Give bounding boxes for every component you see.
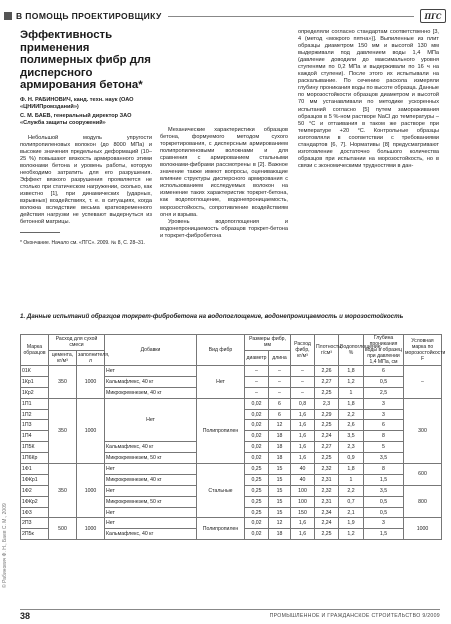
cell-additive: Нет bbox=[105, 464, 197, 475]
cell-mark: 2П5к bbox=[21, 529, 49, 540]
table-caption: 1. Данные испытаний образцов торкрет-фибробетона на водопоглощение, водонепроницаемость и морозостойкость bbox=[20, 313, 404, 320]
cell-length: 18 bbox=[269, 442, 291, 453]
cell-fiber: Нет bbox=[197, 366, 245, 399]
cell-fiber: Стальные bbox=[197, 464, 245, 518]
page-number: 38 bbox=[20, 611, 31, 621]
cell-fiber-cons: 40 bbox=[291, 474, 315, 485]
col-header-cement: цемента, кг/м³ bbox=[49, 350, 77, 366]
cell-absorption: 0,7 bbox=[339, 496, 364, 507]
cell-frost: 800 bbox=[404, 485, 442, 518]
cell-absorption: 1,2 bbox=[339, 376, 364, 387]
col-header-absorption: Водопоглощение, % bbox=[339, 335, 364, 366]
section-title: В ПОМОЩЬ ПРОЕКТИРОВЩИКУ bbox=[16, 11, 162, 21]
cell-absorption: 2,1 bbox=[339, 507, 364, 518]
cell-additive: Нет bbox=[105, 398, 197, 442]
cell-filler: 1000 bbox=[77, 518, 105, 540]
copyright-text: © Рабинович Ф. Н., Баев С. М., 2009 bbox=[2, 503, 8, 588]
cell-length: 15 bbox=[269, 485, 291, 496]
cell-diameter: 0,25 bbox=[245, 485, 269, 496]
cell-fiber-cons: 1,6 bbox=[291, 518, 315, 529]
cell-fiber-cons: 1,6 bbox=[291, 420, 315, 431]
cell-absorption: 0,9 bbox=[339, 453, 364, 464]
col-header-mark: Марка образцов bbox=[21, 335, 49, 366]
cell-additive: Кальмафлекс, 40 кг bbox=[105, 529, 197, 540]
cell-additive: Микрокремнезем, 40 кг bbox=[105, 474, 197, 485]
cell-density: 2,31 bbox=[315, 474, 339, 485]
cell-fiber-cons: 100 bbox=[291, 496, 315, 507]
author-1-name: Ф. Н. РАБИНОВИЧ, bbox=[20, 96, 73, 103]
cell-diameter: 0,02 bbox=[245, 409, 269, 420]
cell-depth: 1,5 bbox=[364, 474, 404, 485]
cell-diameter: 0,02 bbox=[245, 518, 269, 529]
cell-absorption: 1,8 bbox=[339, 366, 364, 377]
cell-depth: 6 bbox=[364, 420, 404, 431]
paragraph: Механические характеристики образцов бетона, формуемого методом сухого торкретирования, с дисперсным армированием полипропиленовыми волокнами и для сравнения с армированием стальными волокнами-фибрами рассмотрены в [2]. Важное значение также имеют вопросы, оценивающие влияние структуры дисперсного армирования с использованием исследуемых волокон на изменение таких характеристик торкрет-бетона, как водопоглощение, водонепроницаемость, морозостойкость, сопротивление воздействиям огня и взрыва. bbox=[160, 127, 288, 218]
cell-density: 2,31 bbox=[315, 496, 339, 507]
cell-diameter: 0,02 bbox=[245, 529, 269, 540]
cell-mark: 1Ф1 bbox=[21, 464, 49, 475]
cell-length: 6 bbox=[269, 398, 291, 409]
cell-mark: 1Ф3 bbox=[21, 507, 49, 518]
col-header-length: длина bbox=[269, 350, 291, 366]
cell-fiber-cons: 1,6 bbox=[291, 431, 315, 442]
journal-name: ПРОМЫШЛЕННОЕ И ГРАЖДАНСКОЕ СТРОИТЕЛЬСТВО 9/2009 bbox=[269, 613, 440, 619]
cell-density: 2,29 bbox=[315, 409, 339, 420]
cell-density: 2,25 bbox=[315, 420, 339, 431]
cell-absorption: 2,6 bbox=[339, 420, 364, 431]
cell-cement: 350 bbox=[49, 464, 77, 518]
cell-length: 6 bbox=[269, 409, 291, 420]
cell-density: 2,24 bbox=[315, 431, 339, 442]
cell-diameter: 0,25 bbox=[245, 464, 269, 475]
cell-absorption: 1 bbox=[339, 474, 364, 485]
cell-depth: 0,5 bbox=[364, 496, 404, 507]
cell-depth: 3 bbox=[364, 398, 404, 409]
cell-cement: 500 bbox=[49, 518, 77, 540]
cell-fiber-cons: 100 bbox=[291, 485, 315, 496]
cell-density: 2,32 bbox=[315, 485, 339, 496]
cell-mark: 1П4 bbox=[21, 431, 49, 442]
cell-fiber-cons: 1,6 bbox=[291, 409, 315, 420]
cell-fiber: Полипропилен bbox=[197, 398, 245, 463]
cell-length: – bbox=[269, 387, 291, 398]
author-1 bbox=[20, 97, 152, 111]
cell-mark: 01К bbox=[21, 366, 49, 377]
cell-depth: 3 bbox=[364, 409, 404, 420]
col-header-diameter: диаметр bbox=[245, 350, 269, 366]
cell-mark: 1Ф2 bbox=[21, 485, 49, 496]
cell-diameter: 0,02 bbox=[245, 420, 269, 431]
cell-additive: Кальмафлекс, 40 кг bbox=[105, 442, 197, 453]
cell-depth: 8 bbox=[364, 464, 404, 475]
cell-depth: 3,5 bbox=[364, 485, 404, 496]
cell-mark: 1П6Кр bbox=[21, 453, 49, 464]
cell-length: – bbox=[269, 366, 291, 377]
cell-fiber-cons: 0,8 bbox=[291, 398, 315, 409]
cell-frost: 1000 bbox=[404, 518, 442, 540]
col-header-fiber-type: Вид фибр bbox=[197, 335, 245, 366]
column-3 bbox=[298, 29, 439, 170]
cell-length: 18 bbox=[269, 431, 291, 442]
cell-fiber: Полипропилен bbox=[197, 518, 245, 540]
cell-mark: 1Кр2 bbox=[21, 387, 49, 398]
article-title: Эффективность применения полимерных фибр для дисперсного армирования бетона* bbox=[20, 29, 151, 91]
cell-frost: 300 bbox=[404, 398, 442, 463]
cell-absorption: 1,8 bbox=[339, 464, 364, 475]
cell-density: 2,27 bbox=[315, 376, 339, 387]
cell-mark: 1П3 bbox=[21, 420, 49, 431]
cell-diameter: 0,25 bbox=[245, 496, 269, 507]
cell-mark: 1П1 bbox=[21, 398, 49, 409]
cell-length: 15 bbox=[269, 464, 291, 475]
cell-depth: 0,5 bbox=[364, 507, 404, 518]
cell-absorption: 1,9 bbox=[339, 518, 364, 529]
cell-density: 2,24 bbox=[315, 518, 339, 529]
cell-absorption: 1,8 bbox=[339, 398, 364, 409]
author-2-role: генеральный директор ЗАО «Служба защиты сооружений» bbox=[20, 112, 132, 126]
header-square-icon bbox=[4, 12, 12, 20]
cell-length: 15 bbox=[269, 496, 291, 507]
cell-diameter: – bbox=[245, 366, 269, 377]
cell-density: 2,25 bbox=[315, 529, 339, 540]
column-1 bbox=[20, 29, 152, 246]
data-table bbox=[20, 334, 446, 540]
cell-absorption: 2,2 bbox=[339, 409, 364, 420]
journal-logo: ПГС bbox=[420, 9, 446, 23]
author-2 bbox=[20, 113, 152, 127]
cell-length: – bbox=[269, 376, 291, 387]
cell-diameter: 0,25 bbox=[245, 474, 269, 485]
cell-absorption: 3,5 bbox=[339, 431, 364, 442]
cell-density: 2,32 bbox=[315, 464, 339, 475]
cell-additive: Нет bbox=[105, 485, 197, 496]
table-row bbox=[21, 398, 442, 409]
cell-diameter: 0,02 bbox=[245, 431, 269, 442]
cell-fiber-cons: – bbox=[291, 376, 315, 387]
table-row bbox=[21, 464, 442, 475]
col-header-additives: Добавки bbox=[105, 335, 197, 366]
paragraph: Уровень водопоглощения и водонепроницаемость образцов торкрет-бетона и торкрет-фибробетона bbox=[160, 218, 288, 239]
cell-fiber-cons: 1,6 bbox=[291, 442, 315, 453]
col-header-consumption: Расход для сухой смеси bbox=[49, 335, 105, 351]
cell-diameter: 0,25 bbox=[245, 507, 269, 518]
cell-fiber-cons: 1,6 bbox=[291, 529, 315, 540]
col-header-density: Плотность, г/см³ bbox=[315, 335, 339, 366]
cell-length: 12 bbox=[269, 420, 291, 431]
page-footer bbox=[20, 610, 440, 622]
cell-diameter: 0,02 bbox=[245, 453, 269, 464]
col-header-frost: Условная марка по морозостойкости F bbox=[404, 335, 442, 366]
cell-mark: 1П2 bbox=[21, 409, 49, 420]
cell-density: 2,3 bbox=[315, 398, 339, 409]
paragraph: Небольшой модуль упругости полипропиленовых волокон (до 8000 МПа) и высокие значения предельных деформаций (10–25 %) повышают вязкость армированного этими волокнами бетона и уровень работы, которую необходимо затратить для его разрушения. Эффект вязкого разрушения проявляется не столько при статическом нагружении, сколько, как известно [1], при динамических (ударных, взрывных) воздействиях, т. е. в ситуациях, когда волокна вследствие весьма кратковременного действия нагрузки не успевают выдернуться из бетонной матрицы. bbox=[20, 134, 152, 226]
col-header-size: Размеры фибр, мм bbox=[245, 335, 291, 351]
cell-depth: 8 bbox=[364, 431, 404, 442]
cell-additive: Микрокремнезем, 50 кг bbox=[105, 453, 197, 464]
cell-density: 2,25 bbox=[315, 387, 339, 398]
footnote: * Окончание. Начало см. «ПГС». 2009. № 8, С. 28–31. bbox=[20, 240, 145, 247]
cell-depth: 2,5 bbox=[364, 387, 404, 398]
cell-depth: 5 bbox=[364, 442, 404, 453]
table-header-row bbox=[21, 335, 442, 351]
cell-fiber-cons: – bbox=[291, 387, 315, 398]
cell-length: 12 bbox=[269, 518, 291, 529]
cell-absorption: 1,2 bbox=[339, 529, 364, 540]
cell-mark: 1ФКр2 bbox=[21, 496, 49, 507]
cell-absorption: 1 bbox=[339, 387, 364, 398]
col-header-filler: заполнителя, л bbox=[78, 351, 110, 364]
cell-additive: Нет bbox=[105, 366, 197, 377]
cell-cement: 350 bbox=[49, 398, 77, 463]
cell-mark: 1ФКр1 bbox=[21, 474, 49, 485]
cell-absorption: 2,2 bbox=[339, 485, 364, 496]
cell-length: 15 bbox=[269, 507, 291, 518]
cell-mark: 1Кр1 bbox=[21, 376, 49, 387]
cell-absorption: 2,3 bbox=[339, 442, 364, 453]
cell-fiber-cons: – bbox=[291, 366, 315, 377]
table-row bbox=[21, 518, 442, 529]
cell-diameter: – bbox=[245, 387, 269, 398]
cell-length: 18 bbox=[269, 453, 291, 464]
cell-additive: Нет bbox=[105, 518, 197, 529]
cell-density: 2,34 bbox=[315, 507, 339, 518]
cell-cement: 350 bbox=[49, 366, 77, 399]
cell-diameter: – bbox=[245, 376, 269, 387]
cell-fiber-cons: 40 bbox=[291, 464, 315, 475]
cell-depth: 0,5 bbox=[364, 376, 404, 387]
footnote-rule bbox=[20, 232, 60, 233]
cell-frost: 600 bbox=[404, 464, 442, 486]
cell-depth: 3,5 bbox=[364, 453, 404, 464]
paragraph: определяли согласно стандартам соответственно [3, 4 (метод «мокрого пятна»)]. Выпиленные из плит образцы диаметром 150 мм и высотой 130 мм выдерживали под давлением воды 1,4 МПа (давление доводили до максимального уровня ступенями по 0,2 МПа и выдерживали по 16 ч на каждой ступени). После этого их испытывали на раскалывание. По сечению раскола измеряли глубину проникания воды по высоте образца. Данные по морозостойкости образцов диаметром и высотой 70 мм устанавливали по методике ускоренных испытаний согласно [5] путем замораживания образцов в 5 %-ном растворе NaCl до температуры –50 °С и оттаивания в таком же растворе при температуре +20 °С. Контрольные образцы изготовляли в соответствии с требованиями стандартов [6, 7]. Нормативы [8] предусматривают изготовление достаточно большого количества образцов при испытании на морозостойкость, но в связи с экономическими трудностями в дан- bbox=[298, 29, 439, 169]
cell-additive: Нет bbox=[105, 507, 197, 518]
col-header-depth: Глубина проникания воды в образец при давлении 1,4 МПа, см bbox=[365, 335, 402, 365]
cell-density: 2,27 bbox=[315, 442, 339, 453]
cell-frost: – bbox=[404, 366, 442, 399]
table-row bbox=[21, 366, 442, 377]
cell-density: 2,25 bbox=[315, 453, 339, 464]
page-header bbox=[4, 6, 446, 26]
cell-additive: Кальмафлекс, 40 кг bbox=[105, 376, 197, 387]
cell-depth: 1,5 bbox=[364, 529, 404, 540]
cell-diameter: 0,02 bbox=[245, 442, 269, 453]
cell-length: 18 bbox=[269, 529, 291, 540]
cell-additive: Микрокремнезем, 50 кг bbox=[105, 496, 197, 507]
cell-diameter: 0,02 bbox=[245, 398, 269, 409]
cell-filler: 1000 bbox=[77, 398, 105, 463]
copyright-margin bbox=[0, 300, 8, 600]
cell-filler: 1000 bbox=[77, 366, 105, 399]
cell-fiber-cons: 150 bbox=[291, 507, 315, 518]
cell-depth: 3 bbox=[364, 518, 404, 529]
cell-mark: 2П3 bbox=[21, 518, 49, 529]
author-1-role: канд. техн. наук (ОАО «ЦНИИПромзданий») bbox=[20, 96, 134, 110]
cell-filler: 1000 bbox=[77, 464, 105, 518]
col-header-fiber-cons: Расход фибр, кг/м³ bbox=[291, 335, 315, 366]
column-2 bbox=[160, 127, 288, 240]
cell-mark: 1П5К bbox=[21, 442, 49, 453]
cell-depth: 6 bbox=[364, 366, 404, 377]
cell-length: 15 bbox=[269, 474, 291, 485]
cell-density: 2,26 bbox=[315, 366, 339, 377]
cell-additive: Микрокремнезем, 40 кг bbox=[105, 387, 197, 398]
header-rule bbox=[168, 16, 414, 17]
author-2-name: С. М. БАЕВ, bbox=[20, 112, 53, 119]
cell-fiber-cons: 1,6 bbox=[291, 453, 315, 464]
